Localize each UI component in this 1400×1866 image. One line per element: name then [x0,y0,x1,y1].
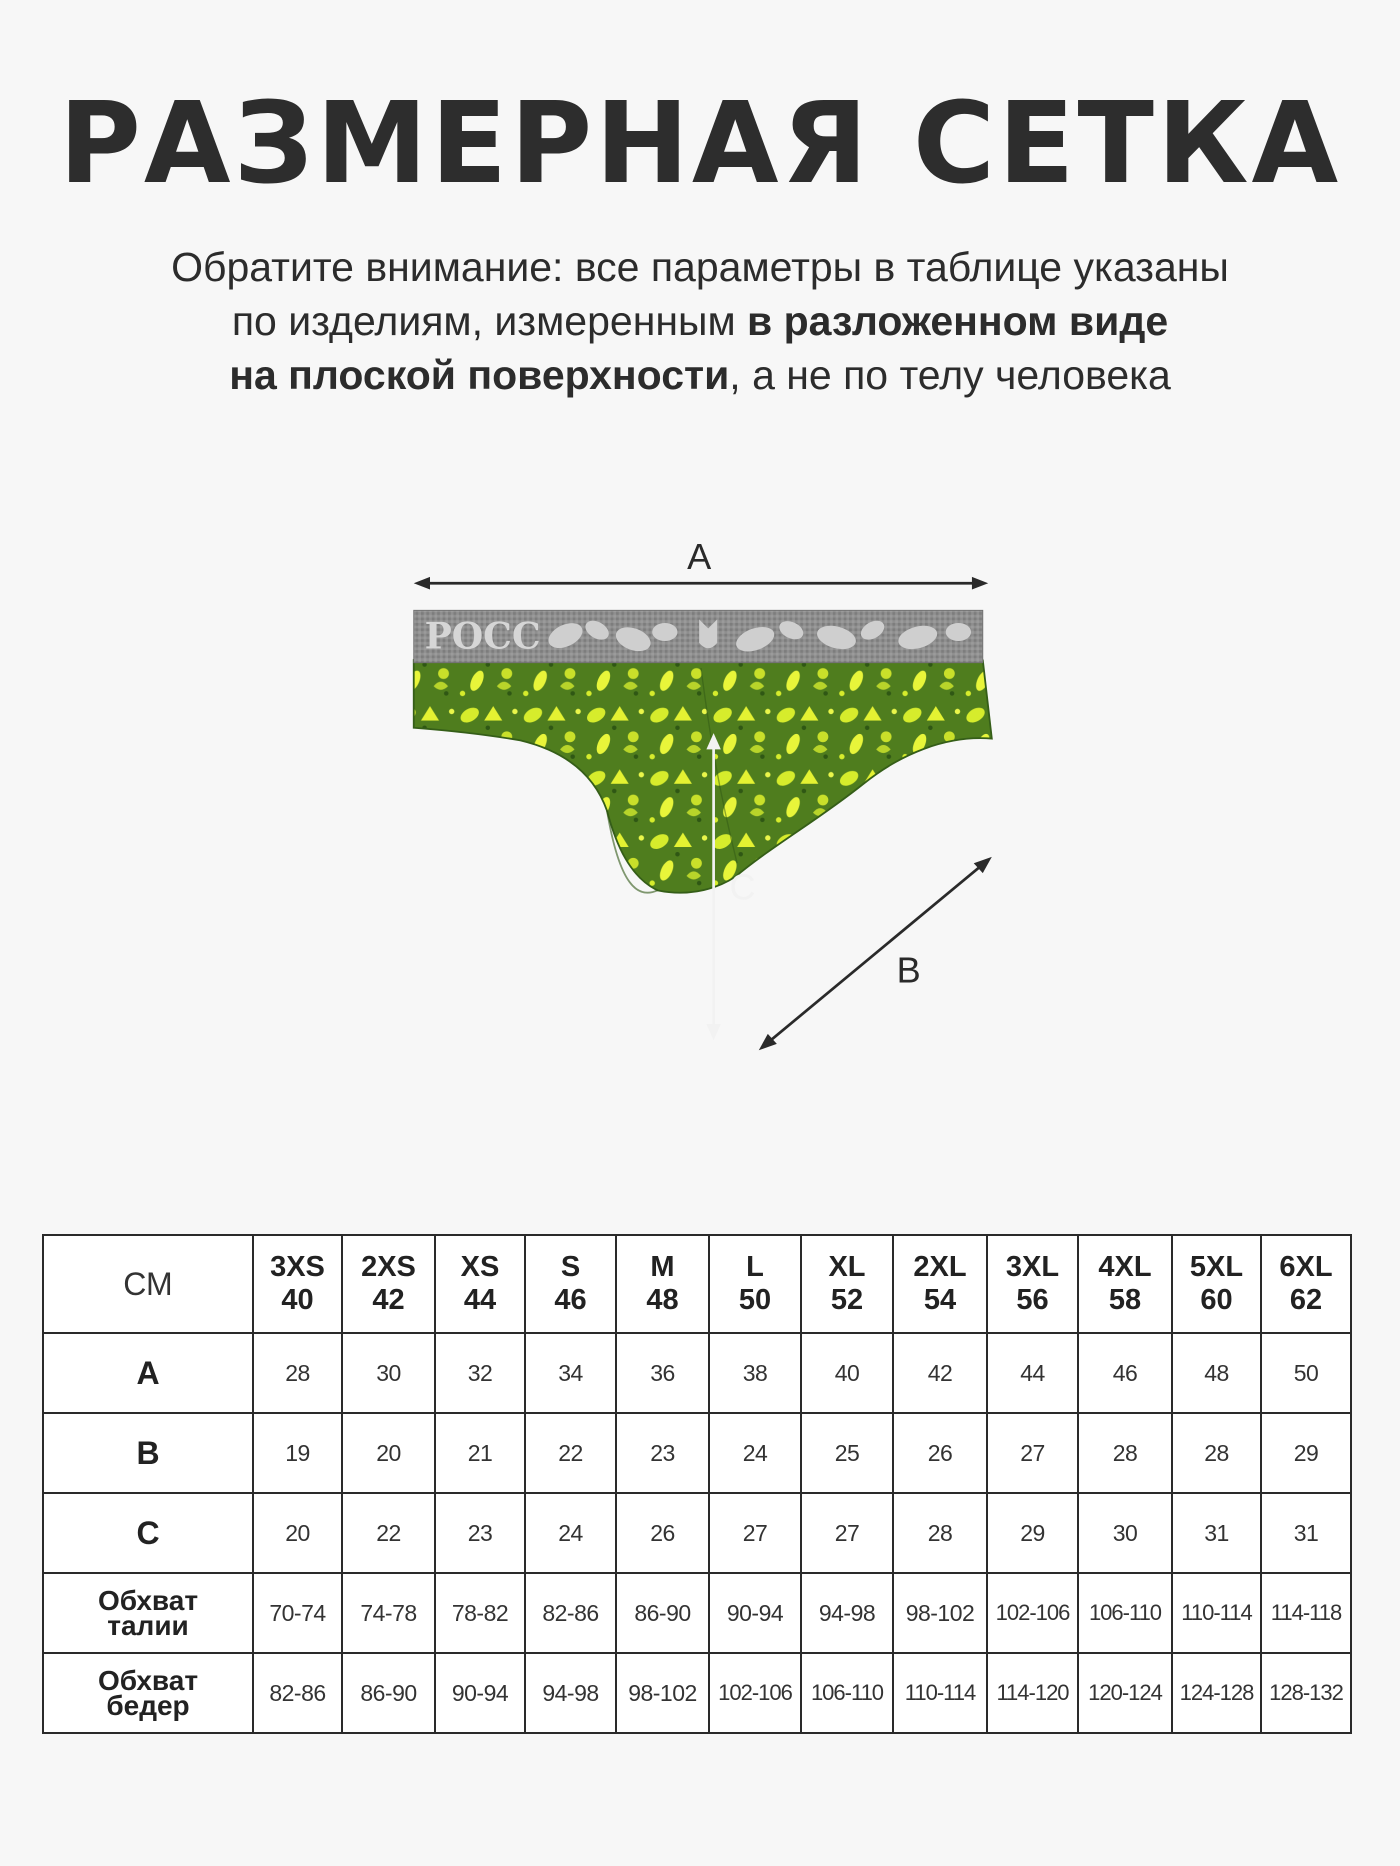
size-number: 48 [646,1284,679,1316]
table-cell: 20 [342,1413,435,1493]
row-label-line-1: Обхват [97,1665,199,1696]
table-cell: 86-90 [342,1653,435,1733]
size-header [1172,1235,1261,1333]
table-cell: 124-128 [1172,1653,1261,1733]
size-header [616,1235,709,1333]
table-cell: 24 [709,1413,801,1493]
size-letter: 4XL [1098,1251,1152,1283]
size-number: 56 [1016,1284,1049,1316]
table-corner-label: СМ [43,1235,253,1333]
notice-line-3 [0,348,1400,402]
table-cell: 90-94 [435,1653,525,1733]
table-cell: 82-86 [525,1573,616,1653]
table-cell: 22 [525,1413,616,1493]
table-cell: 23 [616,1413,709,1493]
table-cell: 128-132 [1261,1653,1351,1733]
table-row [43,1573,1351,1653]
size-letter: S [560,1251,581,1283]
size-header [801,1235,893,1333]
size-header [525,1235,616,1333]
table-row [43,1333,1351,1413]
table-cell: 50 [1261,1333,1351,1413]
notice-line-2 [0,294,1400,348]
table-cell: 31 [1261,1493,1351,1573]
table-row [43,1653,1351,1733]
table-cell: 28 [1172,1413,1261,1493]
table-cell: 19 [253,1413,342,1493]
table-cell: 98-102 [616,1653,709,1733]
table-cell: 30 [1078,1493,1172,1573]
row-label [43,1573,253,1653]
table-cell: 23 [435,1493,525,1573]
size-number: 58 [1108,1284,1142,1316]
size-number: 52 [830,1284,864,1316]
table-cell: 114-120 [987,1653,1078,1733]
table-cell: 70-74 [253,1573,342,1653]
table-cell: 114-118 [1261,1573,1351,1653]
table-header-row [43,1235,1351,1333]
size-number: 42 [372,1284,405,1316]
size-header [1078,1235,1172,1333]
row-label-line-2: талии [107,1610,189,1641]
table-cell: 28 [893,1493,987,1573]
table-cell: 102-106 [709,1653,801,1733]
size-letter: 3XL [1005,1251,1060,1283]
table-cell: 82-86 [253,1653,342,1733]
row-label: A [43,1333,253,1413]
size-header [253,1235,342,1333]
table-cell: 86-90 [616,1573,709,1653]
table-cell: 25 [801,1413,893,1493]
table-cell: 110-114 [1172,1573,1261,1653]
table-cell: 106-110 [801,1653,893,1733]
table-cell: 94-98 [525,1653,616,1733]
table-cell: 32 [435,1333,525,1413]
row-label: C [43,1493,253,1573]
table-cell: 78-82 [435,1573,525,1653]
table-cell: 46 [1078,1333,1172,1413]
table-cell: 90-94 [709,1573,801,1653]
label-c: C [729,866,756,908]
table-row [43,1413,1351,1493]
table-cell: 40 [801,1333,893,1413]
size-header [987,1235,1078,1333]
label-a: A [687,535,712,577]
notice-line-3-end: , а не по телу человека [729,352,1171,398]
size-letter: 3XS [270,1251,325,1283]
table-cell: 29 [1261,1413,1351,1493]
table-cell: 20 [253,1493,342,1573]
garment-measurement-diagram [360,520,1060,1080]
size-header [893,1235,987,1333]
row-label-line-1: Обхват [97,1585,199,1616]
table-cell: 27 [709,1493,801,1573]
size-letter: XS [460,1251,500,1283]
table-cell: 102-106 [987,1573,1078,1653]
table-cell: 26 [893,1413,987,1493]
notice-line-2-start: по изделиям, измеренным [231,298,748,344]
table-cell: 38 [709,1333,801,1413]
table-cell: 110-114 [893,1653,987,1733]
row-label-line-2: бедер [106,1690,190,1721]
table-cell: 28 [253,1333,342,1413]
size-letter: 6XL [1279,1251,1333,1283]
table-cell: 48 [1172,1333,1261,1413]
measurement-notice [0,240,1400,402]
row-label [43,1653,253,1733]
table-cell: 30 [342,1333,435,1413]
size-header [342,1235,435,1333]
size-number: 46 [554,1284,587,1316]
table-cell: 74-78 [342,1573,435,1653]
size-header [709,1235,801,1333]
waistband-logo-text: РОСС [424,614,541,658]
table-cell: 44 [987,1333,1078,1413]
size-letter: 5XL [1189,1251,1244,1283]
size-table [42,1234,1352,1734]
table-cell: 27 [987,1413,1078,1493]
notice-line-1: Обратите внимание: все параметры в таблице указаны [171,244,1229,290]
table-cell: 36 [616,1333,709,1413]
notice-line-2-bold: в разложенном виде [747,298,1169,344]
table-cell: 24 [525,1493,616,1573]
size-number: 40 [281,1284,314,1316]
size-letter: L [746,1251,764,1283]
table-cell: 42 [893,1333,987,1413]
table-cell: 34 [525,1333,616,1413]
size-letter: XL [828,1251,866,1283]
size-number: 44 [463,1284,497,1316]
table-cell: 27 [801,1493,893,1573]
table-row [43,1493,1351,1573]
size-number: 54 [923,1284,957,1316]
table-cell: 94-98 [801,1573,893,1653]
table-cell: 29 [987,1493,1078,1573]
size-letter: 2XL [913,1251,967,1283]
size-number: 62 [1289,1284,1323,1316]
label-b: B [896,949,921,991]
size-header [1261,1235,1351,1333]
table-cell: 98-102 [893,1573,987,1653]
size-letter: 2XS [361,1251,416,1283]
table-cell: 21 [435,1413,525,1493]
table-cell: 106-110 [1078,1573,1172,1653]
size-number: 60 [1200,1284,1233,1316]
notice-line-3-bold: на плоской поверхности [229,352,730,398]
size-header [435,1235,525,1333]
table-cell: 28 [1078,1413,1172,1493]
table-cell: 120-124 [1078,1653,1172,1733]
table-cell: 26 [616,1493,709,1573]
garment-body [414,660,992,893]
size-number: 50 [738,1284,772,1316]
table-cell: 22 [342,1493,435,1573]
row-label: B [43,1413,253,1493]
table-cell: 31 [1172,1493,1261,1573]
page-title: РАЗМЕРНАЯ СЕТКА [58,79,1342,209]
size-letter: M [650,1251,675,1283]
